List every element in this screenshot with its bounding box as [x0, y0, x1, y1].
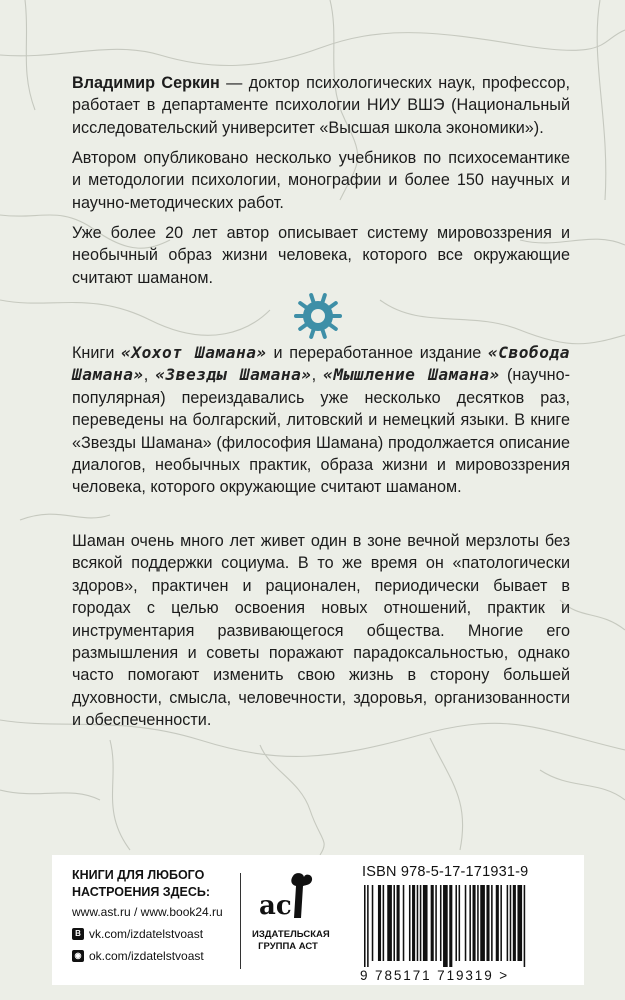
barcode-bar	[397, 885, 400, 961]
barcode-bar	[378, 885, 381, 961]
vk-link[interactable]	[72, 927, 203, 941]
ornament-ray	[311, 295, 313, 303]
sun-ornament-icon	[292, 290, 344, 342]
website-links-text: www.ast.ru / www.book24.ru	[72, 905, 223, 919]
barcode-bar	[500, 885, 502, 961]
author-bio	[72, 72, 570, 139]
barcode-bar	[403, 885, 405, 961]
barcode-bar	[449, 885, 452, 967]
vk-icon: B	[72, 928, 84, 940]
barcode-bar	[443, 885, 448, 967]
barcode-bar	[496, 885, 499, 961]
barcode-bar	[409, 885, 411, 961]
panel-divider	[240, 873, 241, 969]
barcode-bar	[480, 885, 485, 961]
svg-text:ac: ac	[259, 891, 292, 921]
barcode-bar	[510, 885, 512, 961]
barcode-bar	[486, 885, 489, 961]
barcode-bar	[465, 885, 467, 961]
barcode-bar	[473, 885, 476, 961]
barcode-bar	[417, 885, 419, 961]
author-bio-text: — доктор психологических наук, профессор, работает в департаменте психологии НИУ ВШЭ (Национальный исследовательский университет «Высшая школа экономики»).	[72, 74, 570, 137]
shaman-life: Шаман очень много лет живет один в зоне вечной мерзлоты без всякой поддержки социума. В то же время он «патологически здоров», практичен и рационален, периодически бывает в городах с целью освоения новых отношений, практик и инструментария развивающегося общества. Многие его размышления и советы поражают парадоксальностью, однако часто помогают изменить свою жизнь в сторону большей духовности, смысла, человечности, здоровья, организованности и обеспеченности.	[72, 532, 570, 730]
barcode-digits: 9 785171 719319 >	[360, 968, 510, 983]
author-name: Владимир Серкин	[72, 74, 220, 92]
barcode-bar	[367, 885, 369, 967]
books-text-1: Книги	[72, 344, 122, 362]
ornament-ray	[329, 303, 335, 308]
shaman-intro: Уже более 20 лет автор описывает систему мировоззрения и необычный образ жизни человека, которого все окружающие считают шаманом.	[72, 224, 570, 287]
ornament-ray	[329, 324, 335, 329]
barcode-bar	[455, 885, 457, 961]
barcode-bar	[431, 885, 434, 961]
barcode-bar	[383, 885, 385, 961]
barcode-bar	[491, 885, 493, 961]
books-text-2: и переработанное издание	[266, 344, 489, 362]
barcode-bar	[517, 885, 522, 961]
ast-logo	[257, 870, 317, 925]
barcode-bar	[393, 885, 395, 961]
ok-icon: ◉	[72, 950, 84, 962]
ornament-ray	[300, 303, 306, 308]
barcode-bar	[387, 885, 392, 961]
book-title-zvezdy: «Звезды Шамана»	[155, 365, 312, 385]
books-paragraph	[72, 342, 570, 499]
barcode-bar	[459, 885, 461, 961]
ok-link[interactable]	[72, 949, 204, 963]
vk-link-text: vk.com/izdatelstvoast	[89, 927, 204, 941]
barcode-bar	[435, 885, 437, 961]
barcode-bar	[524, 885, 526, 967]
books-text-5: (научно-популярная) переиздавались уже несколько десятков раз, переведены на болгарский, литовский и немецкий языки. В книге «Звезды Шамана» (философия Шамана) продолжается описание диалогов, необычных практик, образа жизни и мировоззрения человека, которого окружающие считают шаманом.	[72, 366, 571, 497]
ornament-ray	[311, 329, 313, 337]
barcode-bar	[423, 885, 428, 961]
barcode-bar	[469, 885, 471, 961]
ornament-ray	[322, 329, 324, 337]
publisher-info-panel	[52, 855, 584, 985]
isbn-barcode	[360, 885, 574, 967]
ok-link-text: ok.com/izdatelstvoast	[89, 949, 204, 963]
author-works: Автором опубликовано несколько учебников по психосемантике и методологии психологии, монографии и более 150 научных и научно-методических работ.	[72, 149, 570, 212]
barcode-bar	[412, 885, 415, 961]
isbn-number: ISBN 978-5-17-171931-9	[362, 864, 529, 880]
books-text-4: ,	[311, 366, 324, 385]
panel-heading: КНИГИ ДЛЯ ЛЮБОГО НАСТРОЕНИЯ ЗДЕСЬ:	[72, 868, 211, 899]
ornament-ray	[300, 324, 306, 329]
barcode-bar	[420, 885, 422, 961]
ornament-ray	[322, 295, 324, 303]
book-title-khokhot: «Хохот Шамана»	[121, 343, 267, 362]
publisher-name: ИЗДАТЕЛЬСКАЯ ГРУППА АСТ	[252, 929, 330, 952]
book-title-svoboda: «Свобода Шамана»	[72, 343, 570, 385]
barcode-bar	[477, 885, 479, 961]
barcode-bar	[364, 885, 366, 967]
book-title-myshlenie: «Мышление Шамана»	[323, 365, 500, 385]
barcode-bar	[513, 885, 516, 961]
books-text-3: ,	[143, 366, 156, 385]
barcode-bar	[372, 885, 374, 961]
barcode-bar	[507, 885, 509, 961]
barcode-bar	[440, 885, 442, 961]
website-links[interactable]	[72, 905, 223, 919]
